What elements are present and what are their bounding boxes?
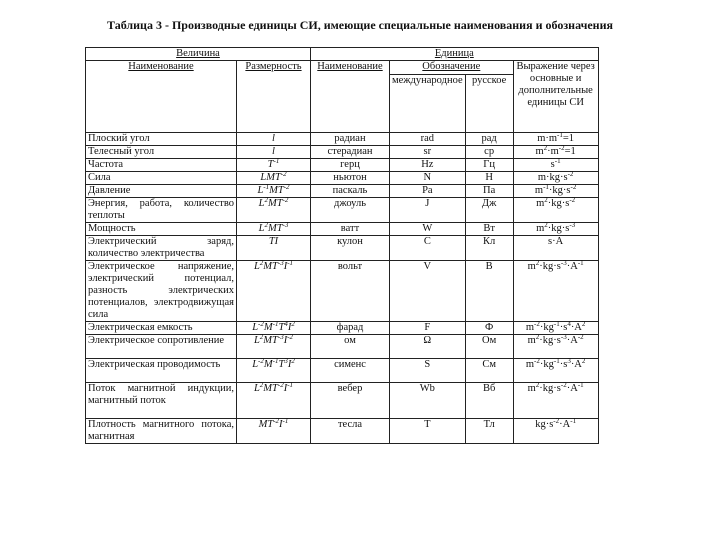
dimension-cell: $L^2MT^{-3}I^{-2}$: [237, 335, 311, 359]
quantity-name-cell: Мощность: [86, 223, 237, 236]
expression-cell: $m^{-2}\cdot kg^{-1}\cdot s^3\cdot A^2$: [513, 359, 598, 383]
unit-name-cell: радиан: [311, 133, 390, 146]
table-row: [86, 133, 599, 146]
quantity-name-cell: Электрическое напряжение, электрический потенциал, разность электрических потенциалов, электродвижущая сила: [86, 261, 237, 322]
unit-name-cell: герц: [311, 159, 390, 172]
dimension-cell: TI: [237, 236, 311, 261]
table-title: Таблица 3 - Производные единицы СИ, имеющие специальные наименования и обозначения: [106, 18, 613, 32]
expression-cell: $m^{-2}\cdot kg^{-1}\cdot s^4\cdot A^2$: [513, 322, 598, 335]
quantity-name-cell: Сила: [86, 172, 237, 185]
intl-symbol-cell: Hz: [390, 159, 466, 172]
table-row: [86, 185, 599, 198]
header-symbol: Обозначение: [390, 61, 514, 75]
unit-name-cell: паскаль: [311, 185, 390, 198]
header-dimension: Размерность: [237, 61, 311, 133]
rus-symbol-cell: Тл: [465, 419, 513, 444]
expression-cell: $m\cdot m^{-1}=1$: [513, 133, 598, 146]
expression-cell: $m\cdot kg\cdot s^{-2}$: [513, 172, 598, 185]
expression-cell: $m^2\cdot m^{-2}=1$: [513, 146, 598, 159]
dimension-cell: $L^{-2}M^{-1}T^3I^2$: [237, 359, 311, 383]
header-quantity: Величина: [86, 48, 311, 61]
table-row: [86, 172, 599, 185]
quantity-name-cell: Электрическая емкость: [86, 322, 237, 335]
header-unit: Единица: [311, 48, 599, 61]
rus-symbol-cell: Дж: [465, 198, 513, 223]
quantity-name-cell: Электрическое сопротивление: [86, 335, 237, 359]
expression-cell: $m^2\cdot kg\cdot s^{-3}\cdot A^{-2}$: [513, 335, 598, 359]
dimension-cell: $L^2MT^{-3}$: [237, 223, 311, 236]
quantity-name-cell: Частота: [86, 159, 237, 172]
unit-name-cell: джоуль: [311, 198, 390, 223]
intl-symbol-cell: T: [390, 419, 466, 444]
quantity-name-cell: Плотность магнитного потока, магнитная: [86, 419, 237, 444]
table-row: [86, 419, 599, 444]
rus-symbol-cell: См: [465, 359, 513, 383]
unit-name-cell: кулон: [311, 236, 390, 261]
intl-symbol-cell: N: [390, 172, 466, 185]
header-intl: международное: [390, 75, 466, 133]
quantity-name-cell: Энергия, работа, количество теплоты: [86, 198, 237, 223]
dimension-cell: $LMT^{-2}$: [237, 172, 311, 185]
dimension-cell: $MT^{-2}I^{-1}$: [237, 419, 311, 444]
quantity-name-cell: Плоский угол: [86, 133, 237, 146]
table-row: [86, 159, 599, 172]
intl-symbol-cell: Ω: [390, 335, 466, 359]
intl-symbol-cell: W: [390, 223, 466, 236]
expression-cell: $m^2\cdot kg\cdot s^{-3}\cdot A^{-1}$: [513, 261, 598, 322]
rus-symbol-cell: В: [465, 261, 513, 322]
table-row: [86, 383, 599, 419]
quantity-name-cell: Электрический заряд, количество электричества: [86, 236, 237, 261]
expression-cell: $kg\cdot s^{-2}\cdot A^{-1}$: [513, 419, 598, 444]
rus-symbol-cell: Ом: [465, 335, 513, 359]
dimension-cell: $L^{-2}M^{-1}T^4I^2$: [237, 322, 311, 335]
expression-cell: s·A: [513, 236, 598, 261]
header-rus: русское: [465, 75, 513, 133]
header-expression: Выражение через основные и дополнительные единицы СИ: [513, 61, 598, 133]
unit-name-cell: ватт: [311, 223, 390, 236]
intl-symbol-cell: sr: [390, 146, 466, 159]
rus-symbol-cell: Ф: [465, 322, 513, 335]
rus-symbol-cell: рад: [465, 133, 513, 146]
unit-name-cell: ом: [311, 335, 390, 359]
table-row: [86, 146, 599, 159]
dimension-cell: l: [237, 133, 311, 146]
rus-symbol-cell: Кл: [465, 236, 513, 261]
intl-symbol-cell: C: [390, 236, 466, 261]
unit-name-cell: вольт: [311, 261, 390, 322]
table-row: [86, 359, 599, 383]
table-row: [86, 335, 599, 359]
intl-symbol-cell: J: [390, 198, 466, 223]
table-row: [86, 261, 599, 322]
dimension-cell: $L^{-1}MT^{-2}$: [237, 185, 311, 198]
quantity-name-cell: Электрическая проводимость: [86, 359, 237, 383]
rus-symbol-cell: Па: [465, 185, 513, 198]
rus-symbol-cell: Гц: [465, 159, 513, 172]
table-row: [86, 236, 599, 261]
dimension-cell: $L^2MT^{-2}I^{-1}$: [237, 383, 311, 419]
dimension-cell: l: [237, 146, 311, 159]
dimension-cell: $L^2MT^{-2}$: [237, 198, 311, 223]
table-row: [86, 223, 599, 236]
intl-symbol-cell: F: [390, 322, 466, 335]
expression-cell: $m^2\cdot kg\cdot s^{-2}\cdot A^{-1}$: [513, 383, 598, 419]
header-unit-name: Наименование: [311, 61, 390, 133]
unit-name-cell: вебер: [311, 383, 390, 419]
rus-symbol-cell: Вт: [465, 223, 513, 236]
quantity-name-cell: Телесный угол: [86, 146, 237, 159]
table-row: [86, 322, 599, 335]
dimension-cell: $T^{-1}$: [237, 159, 311, 172]
intl-symbol-cell: rad: [390, 133, 466, 146]
table-row: [86, 198, 599, 223]
expression-cell: $s^{-1}$: [513, 159, 598, 172]
intl-symbol-cell: V: [390, 261, 466, 322]
intl-symbol-cell: Pa: [390, 185, 466, 198]
rus-symbol-cell: ср: [465, 146, 513, 159]
rus-symbol-cell: Вб: [465, 383, 513, 419]
quantity-name-cell: Давление: [86, 185, 237, 198]
intl-symbol-cell: Wb: [390, 383, 466, 419]
unit-name-cell: фарад: [311, 322, 390, 335]
quantity-name-cell: Поток магнитной индукции, магнитный поток: [86, 383, 237, 419]
dimension-cell: $L^2MT^{-3}I^{-1}$: [237, 261, 311, 322]
unit-name-cell: стерадиан: [311, 146, 390, 159]
expression-cell: $m^{-1}\cdot kg\cdot s^{-2}$: [513, 185, 598, 198]
unit-name-cell: сименс: [311, 359, 390, 383]
unit-name-cell: тесла: [311, 419, 390, 444]
intl-symbol-cell: S: [390, 359, 466, 383]
header-name: Наименование: [86, 61, 237, 133]
unit-name-cell: ньютон: [311, 172, 390, 185]
rus-symbol-cell: Н: [465, 172, 513, 185]
expression-cell: $m^2\cdot kg\cdot s^{-2}$: [513, 198, 598, 223]
si-units-table: [85, 47, 599, 444]
expression-cell: $m^2\cdot kg\cdot s^{-3}$: [513, 223, 598, 236]
